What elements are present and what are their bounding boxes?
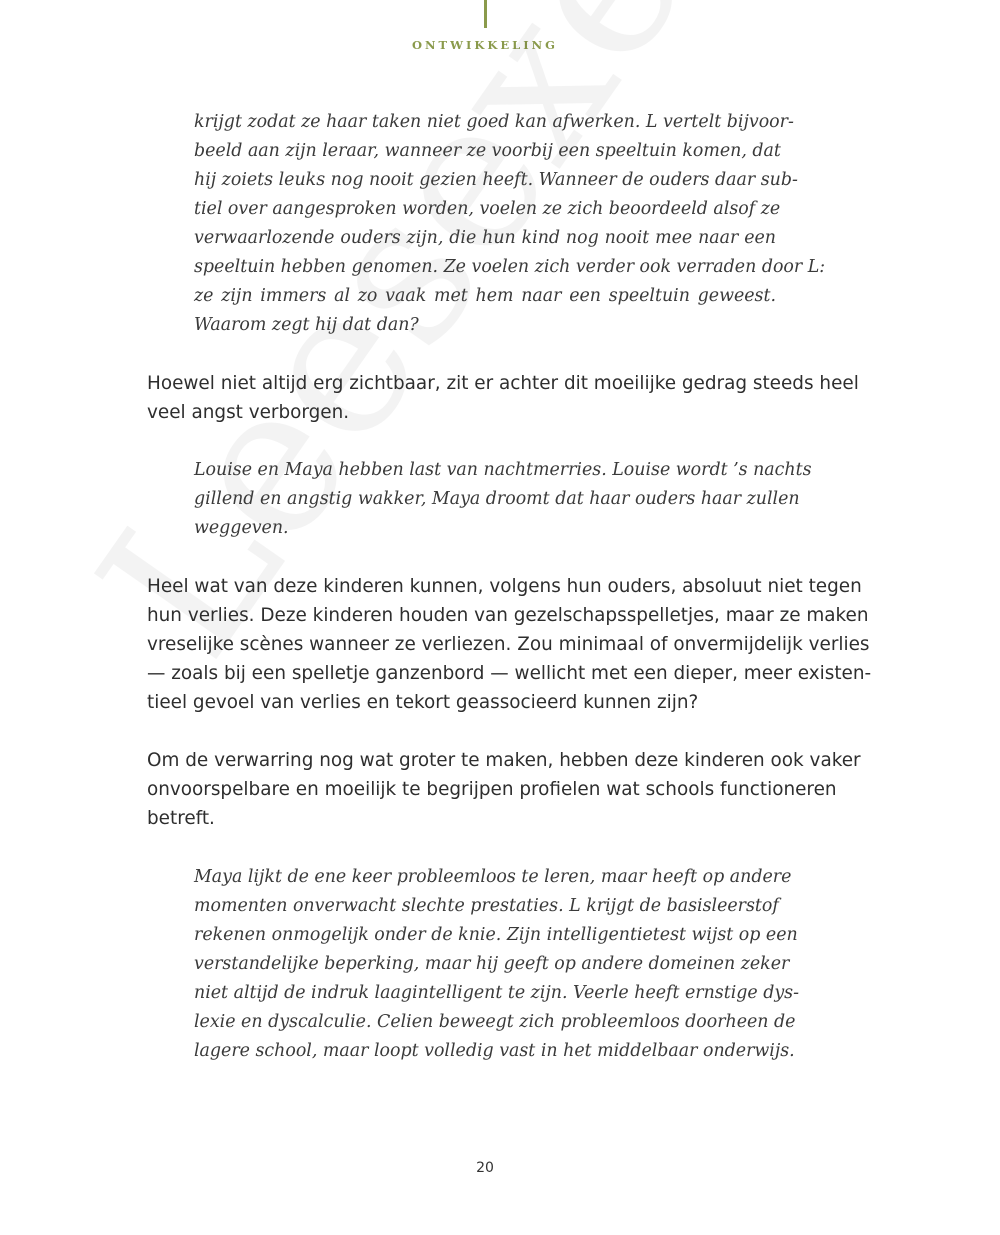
page-number: 20 xyxy=(476,1160,494,1176)
text-line: Waarom zegt hij dat dan? xyxy=(194,315,419,335)
paragraph-1 xyxy=(147,369,859,427)
quote-block-1 xyxy=(194,108,826,340)
text-line: Hoewel niet altijd erg zichtbaar, zit er achter dit moeilijke gedrag steeds heel xyxy=(147,373,859,394)
text-line: onvoorspelbare en moeilijk te begrijpen profielen wat schools functioneren xyxy=(147,779,837,800)
text-line: vreselijke scènes wanneer ze verliezen. Zou minimaal of onvermijdelijk verlies xyxy=(147,634,870,655)
text-line: ze zijn immers al zo vaak met hem naar een speeltuin geweest. xyxy=(194,286,776,306)
text-line: verwaarlozende ouders zijn, die hun kind nog nooit mee naar een xyxy=(194,228,776,248)
text-line: hun verlies. Deze kinderen houden van gezelschapsspelletjes, maar ze maken xyxy=(147,605,869,626)
text-line: gillend en angstig wakker, Maya droomt dat haar ouders haar zullen xyxy=(194,489,800,509)
text-line: tiel over aangesproken worden, voelen ze zich beoordeeld alsof ze xyxy=(194,199,781,219)
text-line: niet altijd de indruk laagintelligent te zijn. Veerle heeft ernstige dys- xyxy=(194,983,799,1003)
text-line: krijgt zodat ze haar taken niet goed kan afwerken. L vertelt bijvoor- xyxy=(194,112,794,132)
text-line: speeltuin hebben genomen. Ze voelen zich verder ook verraden door L: xyxy=(194,257,826,277)
text-line: rekenen onmogelijk onder de knie. Zijn intelligentietest wijst op een xyxy=(194,925,798,945)
running-head: ONTWIKKELING xyxy=(412,38,558,52)
text-line: hij zoiets leuks nog nooit gezien heeft. Wanneer de ouders daar sub- xyxy=(194,170,798,190)
paragraph-3 xyxy=(147,746,861,833)
text-line: beeld aan zijn leraar, wanneer ze voorbij een speeltuin komen, dat xyxy=(194,141,781,161)
text-line: weggeven. xyxy=(194,518,289,538)
text-line: betreft. xyxy=(147,808,215,829)
text-line: veel angst verborgen. xyxy=(147,402,350,423)
text-line: verstandelijke beperking, maar hij geeft op andere domeinen zeker xyxy=(194,954,790,974)
text-line: tieel gevoel van verlies en tekort geassocieerd kunnen zijn? xyxy=(147,692,699,713)
quote-block-3 xyxy=(194,863,799,1066)
text-line: lexie en dyscalculie. Celien beweegt zich probleemloos doorheen de xyxy=(194,1012,796,1032)
text-line: — zoals bij een spelletje ganzenbord — wellicht met een dieper, meer existen- xyxy=(147,663,872,684)
text-line: Om de verwarring nog wat groter te maken, hebben deze kinderen ook vaker xyxy=(147,750,861,771)
text-line: Heel wat van deze kinderen kunnen, volgens hun ouders, absoluut niet tegen xyxy=(147,576,862,597)
text-line: Louise en Maya hebben last van nachtmerries. Louise wordt ’s nachts xyxy=(194,460,812,480)
header-rule xyxy=(484,0,487,28)
paragraph-2 xyxy=(147,572,872,717)
text-line: momenten onverwacht slechte prestaties. L krijgt de basisleerstof xyxy=(194,896,779,916)
text-line: Maya lijkt de ene keer probleemloos te leren, maar heeft op andere xyxy=(194,867,792,887)
text-line: lagere school, maar loopt volledig vast in het middelbaar onderwijs. xyxy=(194,1041,795,1061)
quote-block-2 xyxy=(194,456,812,543)
